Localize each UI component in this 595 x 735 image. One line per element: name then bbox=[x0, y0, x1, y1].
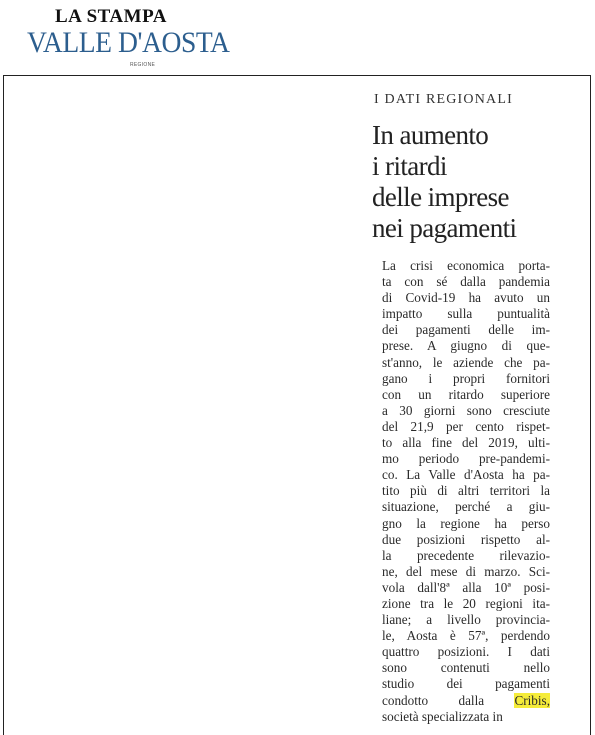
body-line: ta con sé dalla pandemia bbox=[382, 274, 550, 290]
body-line: di Covid-19 ha avuto un bbox=[382, 290, 550, 306]
headline-line: nei pagamenti bbox=[372, 213, 517, 243]
masthead bbox=[0, 0, 300, 76]
body-line: liane; a livello provincia- bbox=[382, 612, 550, 628]
body-line: sono contenuti nello bbox=[382, 660, 550, 676]
body-line: mo periodo pre-pandemi- bbox=[382, 451, 550, 467]
headline-line: In aumento bbox=[372, 120, 489, 150]
headline-line: delle imprese bbox=[372, 182, 509, 212]
body-line: due posizioni rispetto al- bbox=[382, 531, 550, 547]
body-line: st'anno, le aziende che pa- bbox=[382, 354, 550, 370]
body-line: vola dall'8ª alla 10ª posi- bbox=[382, 579, 550, 595]
body-line: a 30 giorni sono cresciute bbox=[382, 402, 550, 418]
body-line: gno la regione ha perso bbox=[382, 515, 550, 531]
headline-line: i ritardi bbox=[372, 151, 447, 181]
body-line: to alla fine del 2019, ulti- bbox=[382, 435, 550, 451]
section-label: I DATI REGIONALI bbox=[374, 92, 513, 107]
body-line-cutoff: società specializzata in bbox=[382, 708, 503, 724]
body-line: dei pagamenti delle im- bbox=[382, 322, 550, 338]
body-line: con un ritardo superiore bbox=[382, 386, 550, 402]
highlighted-cribis: Cribis, bbox=[514, 692, 550, 708]
masthead-valle-daosta: VALLE D'AOSTA bbox=[27, 26, 230, 59]
body-line-final bbox=[382, 693, 550, 709]
body-line: gano i propri fornitori bbox=[382, 370, 550, 386]
body-line: studio dei pagamenti bbox=[382, 676, 550, 692]
headline bbox=[372, 120, 562, 244]
body-line: prese. A giugno di que- bbox=[382, 338, 550, 354]
body-line: la precedente rilevazio- bbox=[382, 547, 550, 563]
body-line: tito più di altri territori la bbox=[382, 483, 550, 499]
body-line: ne, del mese di marzo. Sci- bbox=[382, 563, 550, 579]
body-line: zione tra le 20 regioni ita- bbox=[382, 595, 550, 611]
body-line-prefix: condotto dalla bbox=[382, 692, 515, 708]
article-body bbox=[382, 258, 550, 725]
body-line: le, Aosta è 57ª, perdendo bbox=[382, 628, 550, 644]
body-line: situazione, perché a giu- bbox=[382, 499, 550, 515]
body-line: impatto sulla puntualità bbox=[382, 306, 550, 322]
body-line: co. La Valle d'Aosta ha pa- bbox=[382, 467, 550, 483]
body-line: La crisi economica porta- bbox=[382, 258, 550, 273]
article bbox=[372, 92, 562, 725]
masthead-la-stampa: LA STAMPA bbox=[55, 6, 167, 27]
body-line: quattro posizioni. I dati bbox=[382, 644, 550, 660]
masthead-regione: REGIONE bbox=[130, 62, 156, 68]
body-line: del 21,9 per cento rispet- bbox=[382, 418, 550, 434]
